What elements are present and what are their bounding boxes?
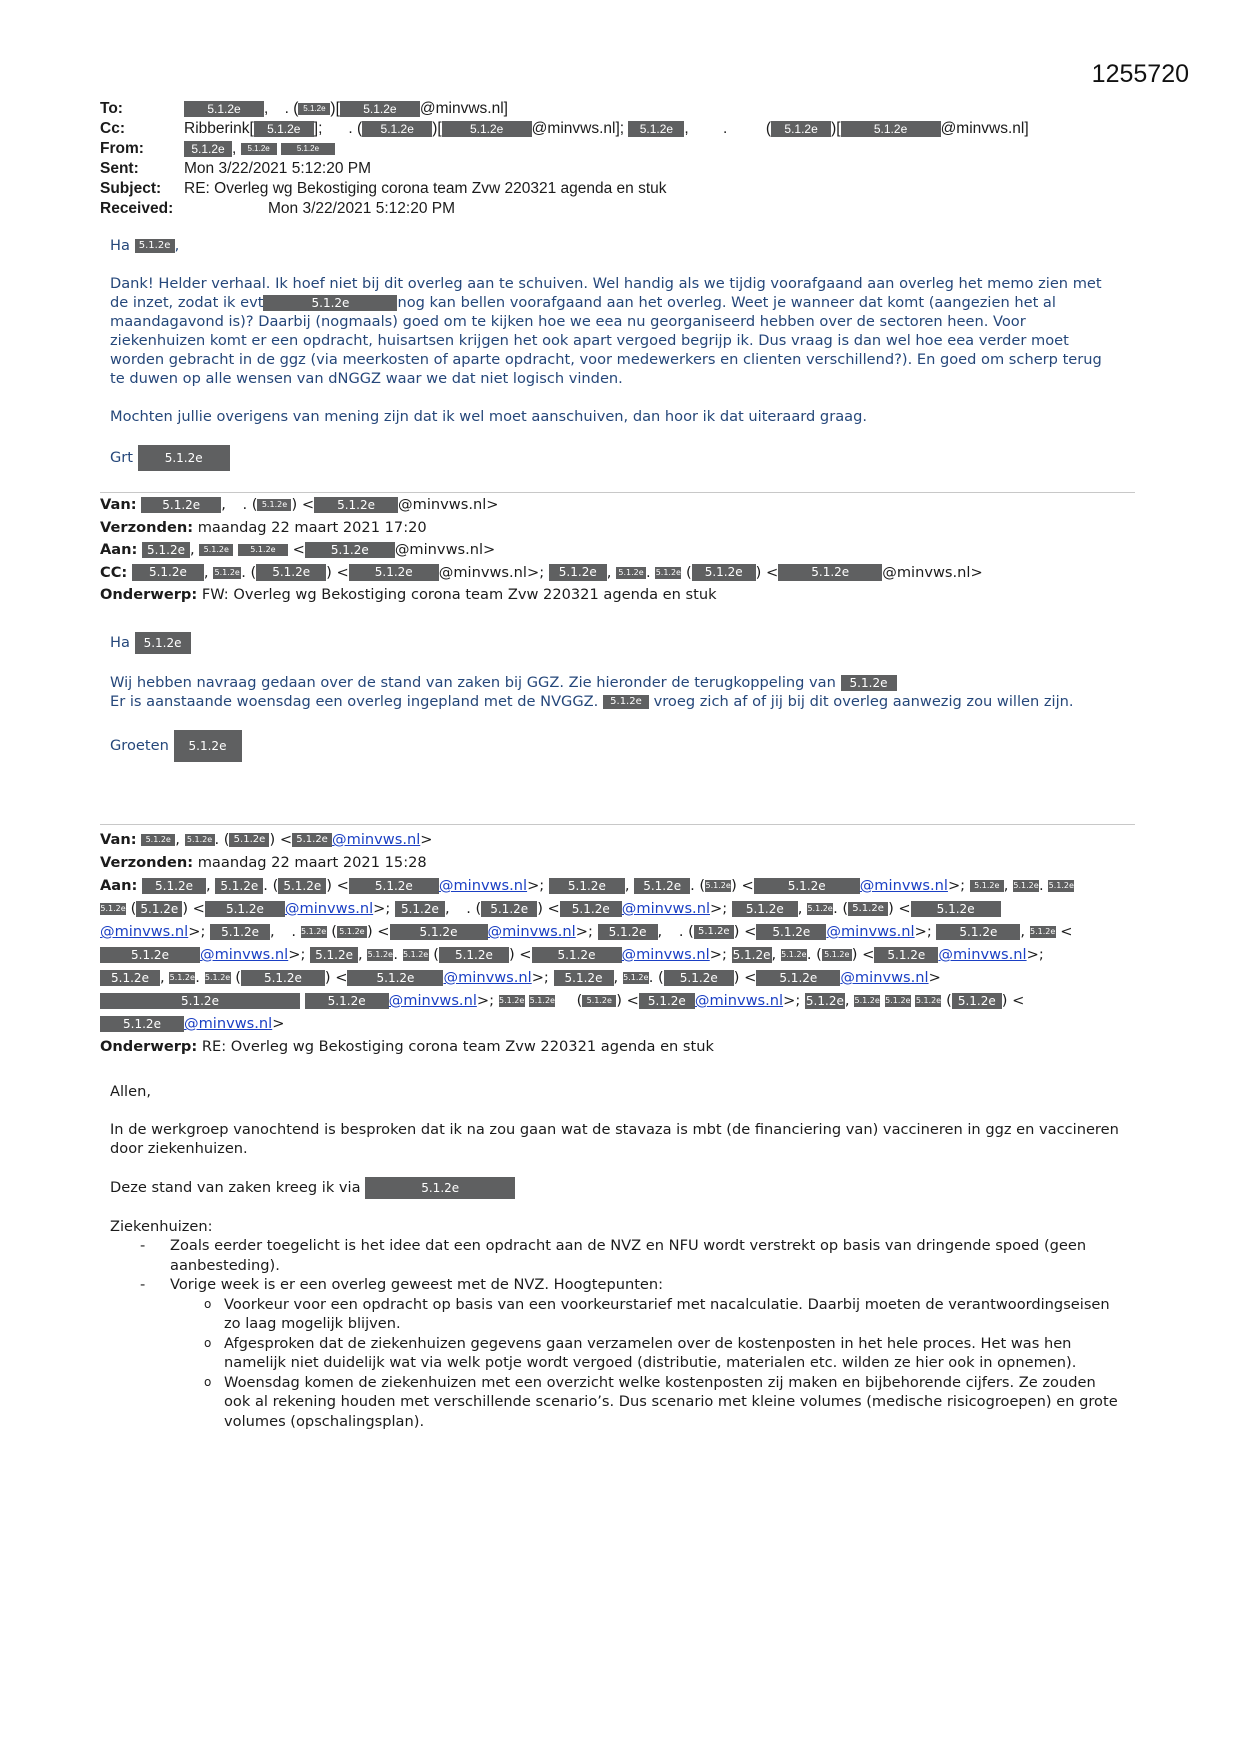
redaction: 5.1.2e [664, 970, 734, 986]
list-item: o Afgesproken dat de ziekenhuizen gegevens gaan verzamelen over de kostenposten in het hele proces. Het was hen namelijk niet duidelijk wat via welk potje wordt vergoed (distributie, materialen etc. wilden ze hier ook in opnemen). [110, 1334, 1120, 1373]
redaction: 5.1.2e [135, 239, 175, 253]
cc-domain: @minvws.nl]; [531, 120, 625, 137]
redaction: 5.1.2e [603, 695, 649, 709]
redaction: 5.1.2e [205, 901, 285, 917]
redaction: 5.1.2e [254, 121, 314, 137]
redaction: 5.1.2e [481, 901, 537, 917]
redaction: 5.1.2e [616, 567, 646, 579]
email-link[interactable]: @minvws.nl [938, 946, 1027, 963]
forward-date: maandag 22 maart 2021 17:20 [197, 518, 427, 536]
reply-signoff: Grt [110, 449, 134, 466]
redaction: 5.1.2e [337, 926, 367, 938]
original-body [110, 1082, 1120, 1431]
redaction: 5.1.2e [100, 1016, 184, 1032]
original-date: maandag 22 maart 2021 15:28 [197, 854, 427, 871]
cc-name: Ribberink [184, 120, 250, 137]
redaction: 5.1.2e [136, 901, 182, 917]
redaction: 5.1.2e [229, 833, 269, 847]
redaction: 5.1.2e [349, 564, 439, 580]
redaction: 5.1.2e [1048, 881, 1074, 890]
redaction: 5.1.2e [367, 950, 393, 959]
redaction: 5.1.2e [754, 878, 860, 894]
redaction: 5.1.2e [256, 564, 326, 580]
redaction: 5.1.2e [822, 949, 852, 961]
redaction: 5.1.2e [756, 970, 840, 986]
redaction: 5.1.2e [142, 878, 206, 894]
redaction: 5.1.2e [655, 567, 681, 577]
message-separator [100, 824, 1135, 825]
sent-row [100, 160, 1190, 180]
redaction: 5.1.2e [310, 947, 358, 963]
received-value: Mon 3/22/2021 5:12:20 PM [268, 200, 455, 217]
redaction: 5.1.2e [132, 564, 204, 580]
redaction: 5.1.2e [639, 993, 695, 1009]
redaction: 5.1.2e [841, 121, 941, 137]
redaction: 5.1.2e [365, 1177, 515, 1199]
redaction: 5.1.2e [349, 878, 439, 894]
redaction: 5.1.2e [499, 996, 525, 1005]
redaction: 5.1.2e [936, 924, 1020, 940]
redaction: 5.1.2e [970, 880, 1004, 892]
email-link[interactable]: @minvws.nl [388, 992, 477, 1009]
email-link[interactable]: @minvws.nl [200, 946, 289, 963]
redaction: 5.1.2e [915, 996, 942, 1005]
redaction: 5.1.2e [347, 970, 443, 986]
redaction: 5.1.2e [184, 101, 264, 117]
redaction: 5.1.2e [305, 542, 395, 558]
redaction: 5.1.2e [634, 878, 690, 894]
email-header [100, 100, 1190, 220]
redaction: 5.1.2e [439, 947, 509, 963]
redaction: 5.1.2e [1030, 927, 1056, 936]
list-item: - Zoals eerder toegelicht is het idee dat een opdracht aan de NVZ en NFU wordt verstrekt op basis van dringende spoed (geen aanbesteding). [110, 1236, 1120, 1275]
redaction: 5.1.2e [781, 950, 807, 959]
redaction: 5.1.2e [100, 904, 126, 913]
redaction: 5.1.2e [142, 542, 190, 558]
reply-greeting: Ha [110, 237, 130, 254]
original-greeting: Allen, [110, 1083, 151, 1100]
section-title: Ziekenhuizen: [110, 1217, 213, 1235]
redaction: 5.1.2e [841, 675, 897, 691]
list-item: o Voorkeur voor een opdracht op basis van een voorkeurstarief met nacalculatie. Daarbij moeten de verantwoordingseisen zo laag mogelijk blijven. [110, 1295, 1120, 1334]
redaction: 5.1.2e [138, 445, 230, 471]
redaction: 5.1.2e [560, 901, 622, 917]
redaction: 5.1.2e [278, 878, 326, 894]
redaction: 5.1.2e [185, 834, 215, 846]
email-link[interactable]: @minvws.nl [826, 923, 915, 940]
redaction: 5.1.2e [705, 881, 731, 890]
subject-label: Subject: [100, 180, 162, 197]
to-domain: @minvws.nl] [419, 100, 508, 117]
email-link[interactable]: @minvws.nl [284, 900, 374, 917]
from-row: From: 5.1.2e , 5.1.2e 5.1.2e [100, 140, 1190, 160]
email-link[interactable]: @minvws.nl [100, 923, 189, 940]
bullet-list [110, 1236, 1120, 1295]
redaction: 5.1.2e [340, 101, 420, 117]
redaction: 5.1.2e [911, 901, 1001, 917]
cc-label: Cc: [100, 120, 125, 137]
forward-subject: FW: Overleg wg Bekostiging corona team Zvw 220321 agenda en stuk [201, 586, 717, 603]
redaction: 5.1.2e [529, 996, 555, 1005]
redaction: 5.1.2e [305, 993, 389, 1009]
redaction: 5.1.2e [184, 141, 232, 157]
redaction: 5.1.2e [263, 295, 397, 311]
redaction: 5.1.2e [549, 564, 607, 580]
document-number: 1255720 [1091, 60, 1189, 88]
redaction: 5.1.2e [314, 497, 398, 513]
original-header: Van: 5.1.2e , 5.1.2e . ( 5.1.2e ) < 5.1.2e @minvws.nl> Verzonden: maandag 22 maart 2021 15:28 Aan: 5.1.2e , 5.1.2e . ( 5.1.2e ) < 5.1.2e @minvws.nl>; 5.1.2e , 5.1.2e . (5.1.2e) < 5.1.2e @minvws.nl>; 5.1.2e , 5.1.2e. 5.1.2e 5.1.2e ( 5.1.2e ) < 5.1.2e @minvws.nl>; 5.1.2e , . ( 5.1.2e ) < 5.1.2e @minvws.nl>; 5.1.2e , 5.1.2e. ( 5.1.2e ) < 5.1.2e@minvws.nl>; 5.1.2e , . 5.1.2e ( 5.1.2e ) < 5.1.2e @minvws.nl>; 5.1.2e , . ( 5.1.2e ) < 5.1.2e @minvws.nl>; 5.1.2e , 5.1.2e <5.1.2e @minvws.nl>; 5.1.2e , 5.1.2e. 5.1.2e ( 5.1.2e ) < 5.1.2e @minvws.nl>; 5.1.2e, 5.1.2e. ( 5.1.2e ) < 5.1.2e @minvws.nl>; 5.1.2e , 5.1.2e. 5.1.2e ( 5.1.2e ) < 5.1.2e @minvws.nl>; 5.1.2e , 5.1.2e. ( 5.1.2e ) < 5.1.2e @minvws.nl> 5.1.2e 5.1.2e @minvws.nl>; 5.1.2e 5.1.2e ( 5.1.2e ) < 5.1.2e @minvws.nl>; 5.1.2e, 5.1.2e 5.1.2e 5.1.2e ( 5.1.2e ) <5.1.2e @minvws.nl> Onderwerp: RE: Overleg wg Bekostiging corona team Zvw 220321 agenda en stuk [100, 831, 1074, 1055]
redaction: 5.1.2e [362, 121, 432, 137]
forward-paragraph: Wij hebben navraag gedaan over de stand van zaken bij GGZ. Zie hieronder de terugkoppeling van 5.1.2e Er is aanstaande woensdag een overleg ingepland met de NVGGZ. 5.1.2e vroeg zich af of jij bij dit overleg aanwezig zou willen zijn. [110, 674, 1074, 710]
redaction: 5.1.2e [390, 924, 488, 940]
subject-row [100, 180, 1190, 200]
redaction: 5.1.2e [298, 103, 330, 115]
redaction: 5.1.2e [805, 993, 844, 1008]
email-link[interactable]: @minvws.nl [859, 877, 948, 894]
redaction: 5.1.2e [281, 143, 335, 155]
redaction: 5.1.2e [442, 121, 532, 137]
to-row: To: 5.1.2e , . ( 5.1.2e )[ 5.1.2e @minvws.nl] [100, 100, 508, 117]
list-item: o Woensdag komen de ziekenhuizen met een overzicht welke kostenposten zij maken en bijbehorende cijfers. Ze zouden ook al rekening houden met verschillende scenario’s. Dus scenario met kleine volumes (medische risicogroepen) en grote volumes (opschalingsplan). [110, 1373, 1120, 1432]
redaction: 5.1.2e [694, 925, 734, 939]
cc-domain: @minvws.nl] [940, 120, 1029, 137]
redaction: 5.1.2e [623, 973, 649, 982]
redaction: 5.1.2e [848, 902, 888, 916]
from-label: From: [100, 140, 144, 157]
original-subject: RE: Overleg wg Bekostiging corona team Zvw 220321 agenda en stuk [201, 1038, 714, 1055]
redaction: 5.1.2e [238, 544, 288, 556]
email-link[interactable]: @minvws.nl [694, 992, 784, 1009]
redaction: 5.1.2e [100, 947, 200, 963]
email-link[interactable]: @minvws.nl [621, 946, 710, 963]
original-paragraph: Deze stand van zaken kreeg ik via 5.1.2e [110, 1177, 1120, 1199]
redaction: 5.1.2e [215, 878, 263, 894]
redaction: 5.1.2e [598, 924, 658, 940]
redaction: 5.1.2e [732, 947, 771, 962]
redaction: 5.1.2e [100, 970, 160, 986]
original-paragraph: In de werkgroep vanochtend is besproken dat ik na zou gaan wat de stavaza is mbt (de financiering van) vaccineren in ggz en vaccineren door ziekenhuizen. [110, 1120, 1119, 1157]
redaction: 5.1.2e [395, 901, 445, 917]
email-link[interactable]: @minvws.nl [487, 923, 576, 940]
forward-body: Ha 5.1.2e Wij hebben navraag gedaan over de stand van zaken bij GGZ. Zie hieronder de terugkoppeling van 5.1.2e Er is aanstaande woensdag een overleg ingepland met de NVGGZ. 5.1.2e vroeg zich af of jij bij dit overleg aanwezig zou willen zijn. Groeten 5.1.2e [110, 632, 1120, 781]
redaction: 5.1.2e [778, 564, 882, 580]
redaction: 5.1.2e [771, 121, 831, 137]
reply-paragraph: Mochten jullie overigens van mening zijn dat ik wel moet aanschuiven, dan hoor ik dat uiteraard graag. [110, 408, 867, 425]
redaction: 5.1.2e [135, 632, 191, 654]
redaction: 5.1.2e [554, 970, 614, 986]
redaction: 5.1.2e [807, 904, 833, 913]
redaction: 5.1.2e [885, 996, 911, 1005]
redaction: 5.1.2e [199, 544, 233, 556]
redaction: 5.1.2e [204, 973, 231, 982]
cc-row: Cc: Ribberink[ 5.1.2e ]; . ( 5.1.2e )[ 5.1.2e @minvws.nl]; 5.1.2e , . ( 5.1.2e )[ 5.1.2e @minvws.nl] [100, 120, 1029, 137]
redaction: 5.1.2e [141, 497, 221, 513]
subject-value: RE: Overleg wg Bekostiging corona team Zvw 220321 agenda en stuk [184, 180, 667, 197]
redaction: 5.1.2e [141, 834, 175, 846]
redaction: 5.1.2e [169, 973, 195, 982]
redaction: 5.1.2e [214, 567, 240, 577]
sent-value: Mon 3/22/2021 5:12:20 PM [184, 160, 371, 177]
list-item: - Vorige week is er een overleg geweest met de NVZ. Hoogtepunten: [110, 1275, 1120, 1295]
redaction: 5.1.2e [210, 924, 270, 940]
message-separator [100, 492, 1135, 493]
received-label: Received: [100, 200, 174, 217]
email-link[interactable]: @minvws.nl [332, 831, 421, 848]
redaction: 5.1.2e [874, 947, 938, 963]
redaction: 5.1.2e [732, 901, 798, 917]
email-link[interactable]: @minvws.nl [184, 1015, 273, 1032]
email-link[interactable]: @minvws.nl [621, 900, 710, 917]
redaction: 5.1.2e [756, 924, 826, 940]
email-link[interactable]: @minvws.nl [438, 877, 528, 894]
redaction: 5.1.2e [628, 121, 684, 137]
to-label: To: [100, 100, 123, 117]
redaction: 5.1.2e [241, 970, 325, 986]
redaction: 5.1.2e [174, 730, 242, 762]
redaction: 5.1.2e [854, 996, 880, 1005]
sent-label: Sent: [100, 160, 139, 177]
redaction: 5.1.2e [582, 995, 616, 1007]
redaction: 5.1.2e [300, 927, 327, 936]
redaction: 5.1.2e [532, 947, 622, 963]
email-link[interactable]: @minvws.nl [443, 969, 532, 986]
redaction: 5.1.2e [402, 950, 429, 959]
redaction: 5.1.2e [1013, 881, 1039, 890]
received-row [100, 200, 1190, 220]
forward-header: Van: 5.1.2e , . ( 5.1.2e ) < 5.1.2e @minvws.nl> Verzonden: maandag 22 maart 2021 17:20 Aan: 5.1.2e , 5.1.2e 5.1.2e < 5.1.2e @minvws.nl> CC: 5.1.2e , 5.1.2e. ( 5.1.2e ) < 5.1.2e @minvws.nl>; 5.1.2e , 5.1.2e . 5.1.2e ( 5.1.2e ) < 5.1.2e @minvws.nl> Onderwerp: FW: Overleg wg Bekostiging corona team Zvw 220321 agenda en stuk [100, 496, 983, 603]
email-link[interactable]: @minvws.nl [840, 969, 929, 986]
redaction: 5.1.2e [241, 143, 277, 155]
reply-body: Ha 5.1.2e , Dank! Helder verhaal. Ik hoef niet bij dit overleg aan te schuiven. Wel handig als we tijdig voorafgaand aan overleg het memo zien met de inzet, zodat ik evt 5.1.2e nog kan bellen voorafgaand aan het overleg. Weet je wanneer dat komt (aangezien het al maandagavond is)? Daarbij (nogmaals) goed om te kijken hoe we eea nu georganiseerd hebben over de sectoren heen. Voor ziekenhuizen komt er een opdracht, huisartsen krijgen het ook apart vergoed begrijp ik. Dus vraag is dan wel hoe eea verder moet worden gebracht in de ggz (via meerkosten of aparte opdracht, voor medewerkers en clienten verschillend?). En goed om scherp terug te duwen op alle wensen van dNGGZ waar we dat niet logisch vinden. Mochten jullie overigens van mening zijn dat ik wel moet aanschuiven, dan hoor ik dat uiteraard graag. Grt 5.1.2e [110, 236, 1120, 490]
redaction: 5.1.2e [292, 833, 332, 847]
redaction: 5.1.2e [549, 878, 625, 894]
reply-paragraph: Dank! Helder verhaal. Ik hoef niet bij dit overleg aan te schuiven. Wel handig als we tijdig voorafgaand aan overleg het memo zien met de inzet, zodat ik evt 5.1.2e nog kan bellen voorafgaand aan het overleg. Weet je wanneer dat komt (aangezien het al maandagavond is)? Daarbij (nogmaals) goed om te kijken hoe we eea nu georganiseerd hebben over de sectoren heen. Voor ziekenhuizen komt er een opdracht, huisartsen krijgen het ook apart vergoed begrijp ik. Dus vraag is dan wel hoe eea verder moet worden gebracht in de ggz (via meerkosten of aparte opdracht, voor medewerkers en clienten verschillend?). En goed om scherp terug te duwen op alle wensen van dNGGZ waar we dat niet logisch vinden. [110, 275, 1102, 387]
sub-list [110, 1295, 1120, 1432]
redaction: 5.1.2e [257, 499, 291, 511]
redaction: 5.1.2e [692, 564, 756, 580]
redaction: 5.1.2e [952, 993, 1002, 1009]
redaction: 5.1.2e [100, 993, 300, 1009]
